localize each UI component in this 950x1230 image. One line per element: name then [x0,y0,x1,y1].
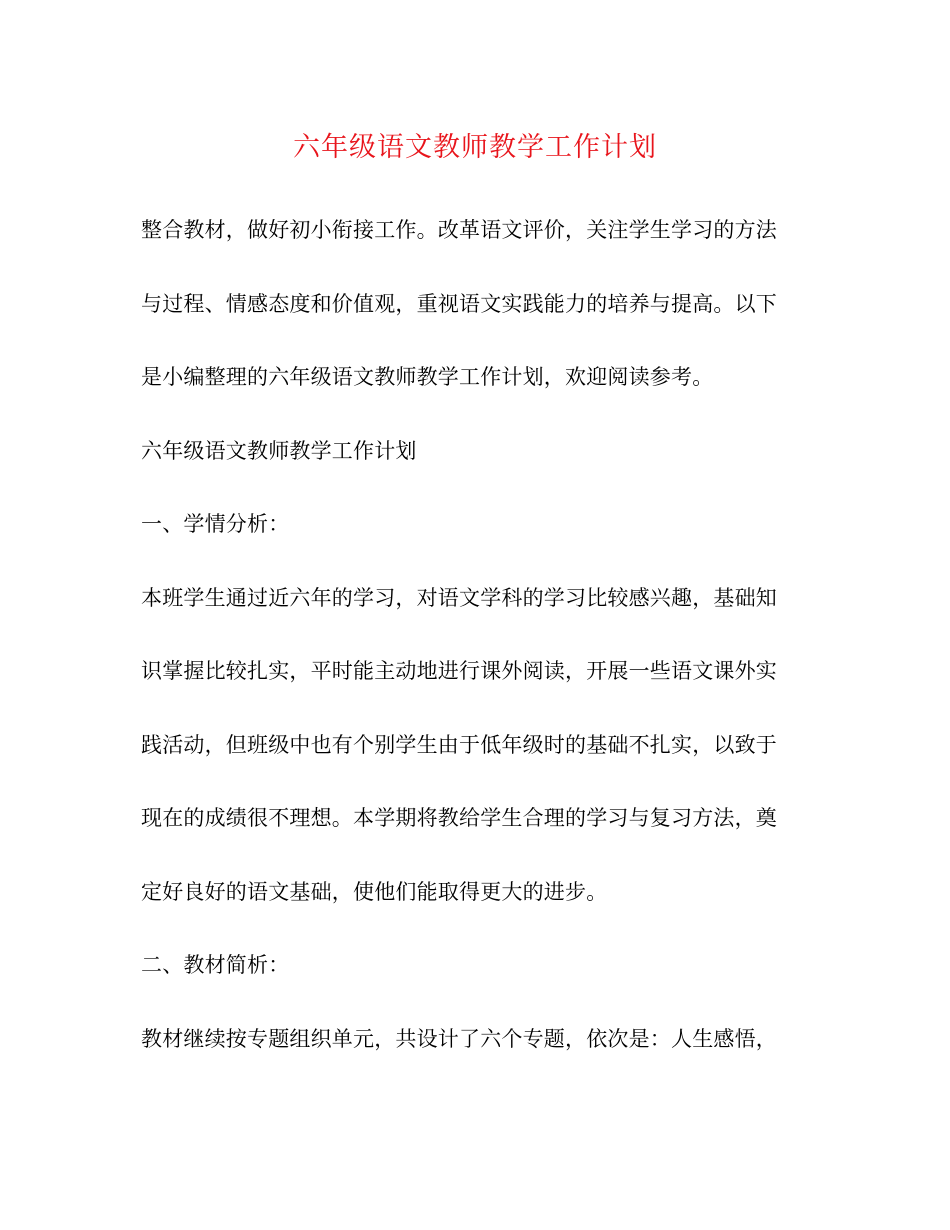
document-body [141,205,801,1087]
section-heading-main: 六年级语文教师教学工作计划 [141,438,417,463]
paragraph-line-9: 教材继续按专题组织单元，共设计了六个专题，依次是：人生感悟， [141,1026,777,1051]
paragraph-line-6: 践活动，但班级中也有个别学生由于低年级时的基础不扎实，以致于 [141,732,777,757]
paragraph-line-1: 整合教材，做好初小衔接工作。改革语文评价，关注学生学习的方法 [141,218,777,242]
paragraph-line-3: 是小编整理的六年级语文教师教学工作计划，欢迎阅读参考。 [141,365,714,389]
paragraph-line-2: 与过程、情感态度和价值观，重视语文实践能力的培养与提高。以下 [141,291,777,316]
paragraph-line-4: 本班学生通过近六年的学习，对语文学科的学习比较感兴趣，基础知 [141,585,777,610]
section-heading-2: 二、教材简析： [141,953,290,977]
document-title: 六年级语文教师教学工作计划 [293,132,657,163]
section-heading-1: 一、学情分析： [141,512,290,536]
paragraph-line-8: 定好良好的语文基础，使他们能取得更大的进步。 [141,879,608,904]
paragraph-line-7: 现在的成绩很不理想。本学期将教给学生合理的学习与复习方法，奠 [141,806,777,830]
paragraph-line-5: 识掌握比较扎实，平时能主动地进行课外阅读，开展一些语文课外实 [141,659,777,683]
